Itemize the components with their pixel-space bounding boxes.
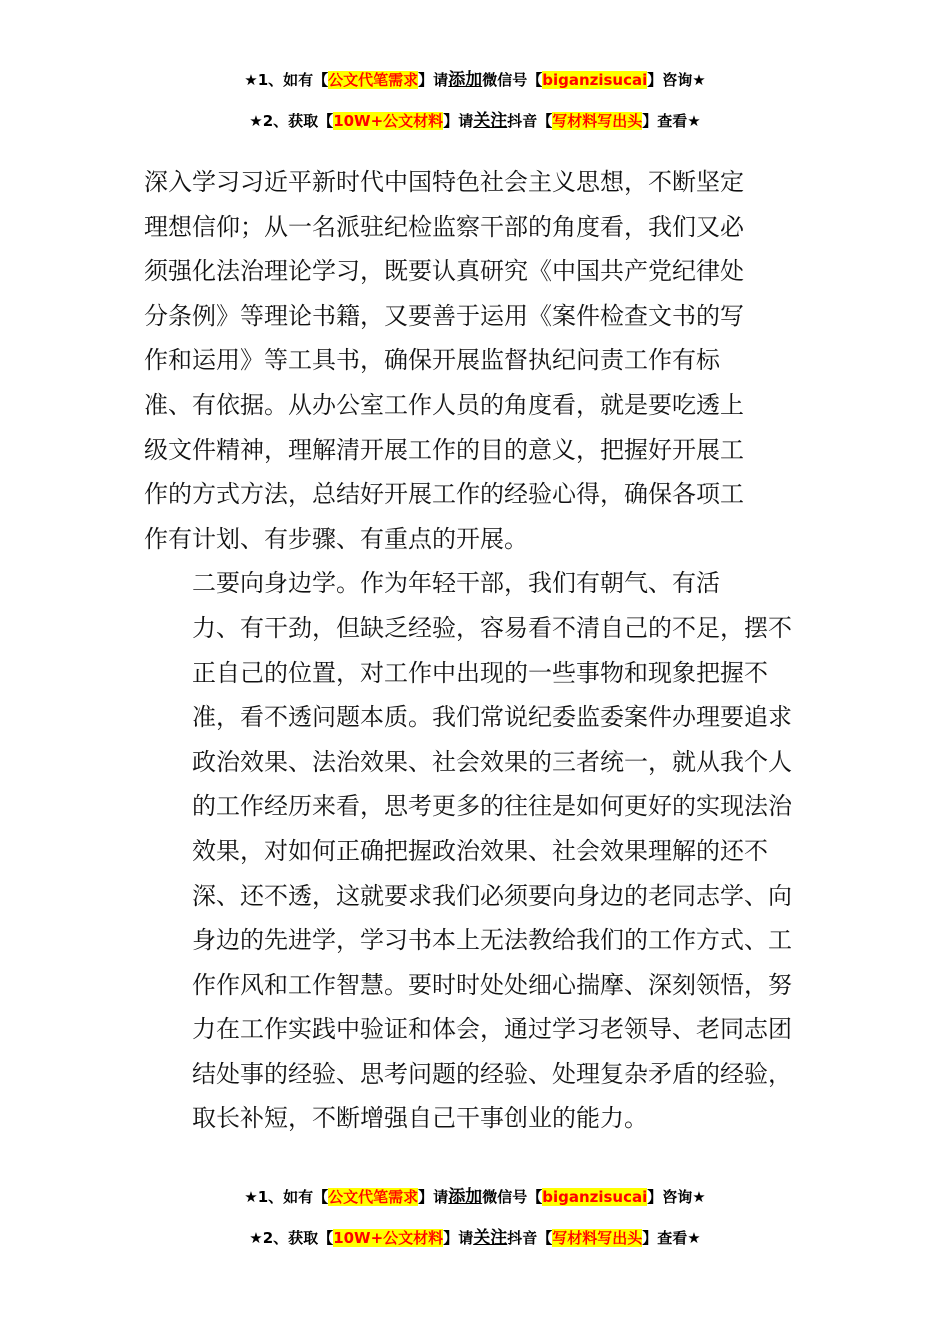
banner-highlight-douyin-account: 写材料写出头 <box>552 1229 643 1247</box>
text-line: 二要向身边学。作为年轻干部，我们有朝气、有活 <box>192 569 720 598</box>
paragraph-1 <box>144 160 808 561</box>
banner-highlight-douyin-account: 写材料写出头 <box>552 112 643 130</box>
banner-prefix: ★1、如有【 <box>244 71 329 89</box>
banner-highlight-service: 公文代笔需求 <box>328 1188 419 1206</box>
text-line: 正自己的位置，对工作中出现的一些事物和现象把握不 <box>192 658 768 687</box>
text-line: 作有计划、有步骤、有重点的开展。 <box>144 524 528 553</box>
promo-banner-line-2 <box>0 110 950 132</box>
banner-suffix: 】查看★ <box>642 1229 701 1247</box>
text-line: 须强化法治理论学习，既要认真研究《中国共产党纪律处 <box>144 257 744 286</box>
banner-mid: 微信号【 <box>482 1188 543 1206</box>
text-line: 作和运用》等工具书，确保开展监督执纪问责工作有标 <box>144 346 720 375</box>
text-line: 分条例》等理论书籍，又要善于运用《案件检查文书的写 <box>144 301 744 330</box>
banner-highlight-materials: 10W+公文材料 <box>333 1229 444 1247</box>
text-line: 作作风和工作智慧。要时时处处细心揣摩、深刻领悟，努 <box>192 970 792 999</box>
banner-suffix: 】咨询★ <box>647 71 706 89</box>
paragraph-2 <box>144 561 808 1141</box>
promo-banner-footer-line-1 <box>0 1186 950 1208</box>
text-line: 力在工作实践中验证和体会，通过学习老领导、老同志团 <box>192 1015 792 1044</box>
banner-highlight-service: 公文代笔需求 <box>328 71 419 89</box>
promo-banner-footer-line-2 <box>0 1227 950 1249</box>
text-line: 深入学习习近平新时代中国特色社会主义思想，不断坚定 <box>144 168 744 196</box>
text-line: 的工作经历来看，思考更多的往往是如何更好的实现法治 <box>192 792 792 821</box>
text-line: 身边的先进学，学习书本上无法教给我们的工作方式、工 <box>192 926 792 955</box>
banner-mid: 】请 <box>443 112 474 130</box>
banner-prefix: ★2、获取【 <box>249 1229 334 1247</box>
text-line: 力、有干劲，但缺乏经验，容易看不清自己的不足，摆不 <box>192 613 792 642</box>
banner-underlined-action: 关注 <box>473 111 508 131</box>
banner-mid: 】请 <box>418 71 449 89</box>
banner-underlined-action: 关注 <box>473 1228 508 1248</box>
text-line: 级文件精神，理解清开展工作的目的意义，把握好开展工 <box>144 435 744 464</box>
text-line: 效果，对如何正确把握政治效果、社会效果理解的还不 <box>192 836 768 865</box>
text-line: 理想信仰；从一名派驻纪检监察干部的角度看，我们又必 <box>144 212 744 241</box>
banner-prefix: ★2、获取【 <box>249 112 334 130</box>
promo-banner-line-1 <box>0 69 950 91</box>
banner-suffix: 】查看★ <box>642 112 701 130</box>
banner-highlight-wechat-id: biganzisucai <box>542 71 648 89</box>
document-body <box>144 160 808 1141</box>
text-line: 结处事的经验、思考问题的经验、处理复杂矛盾的经验， <box>192 1059 792 1088</box>
banner-prefix: ★1、如有【 <box>244 1188 329 1206</box>
banner-mid: 】请 <box>418 1188 449 1206</box>
banner-suffix: 】咨询★ <box>647 1188 706 1206</box>
banner-mid: 微信号【 <box>482 71 543 89</box>
text-line: 作的方式方法，总结好开展工作的经验心得，确保各项工 <box>144 480 744 509</box>
text-line: 准、有依据。从办公室工作人员的角度看，就是要吃透上 <box>144 390 744 419</box>
banner-highlight-materials: 10W+公文材料 <box>333 112 444 130</box>
banner-mid: 抖音【 <box>507 1229 553 1247</box>
banner-mid: 抖音【 <box>507 112 553 130</box>
text-line: 取长补短，不断增强自己干事创业的能力。 <box>192 1104 648 1133</box>
banner-underlined-action: 添加 <box>448 70 483 90</box>
text-line: 深、还不透，这就要求我们必须要向身边的老同志学、向 <box>192 881 792 910</box>
banner-highlight-wechat-id: biganzisucai <box>542 1188 648 1206</box>
banner-mid: 】请 <box>443 1229 474 1247</box>
text-line: 准，看不透问题本质。我们常说纪委监委案件办理要追求 <box>192 703 792 732</box>
text-line: 政治效果、法治效果、社会效果的三者统一，就从我个人 <box>192 747 792 776</box>
banner-underlined-action: 添加 <box>448 1187 483 1207</box>
